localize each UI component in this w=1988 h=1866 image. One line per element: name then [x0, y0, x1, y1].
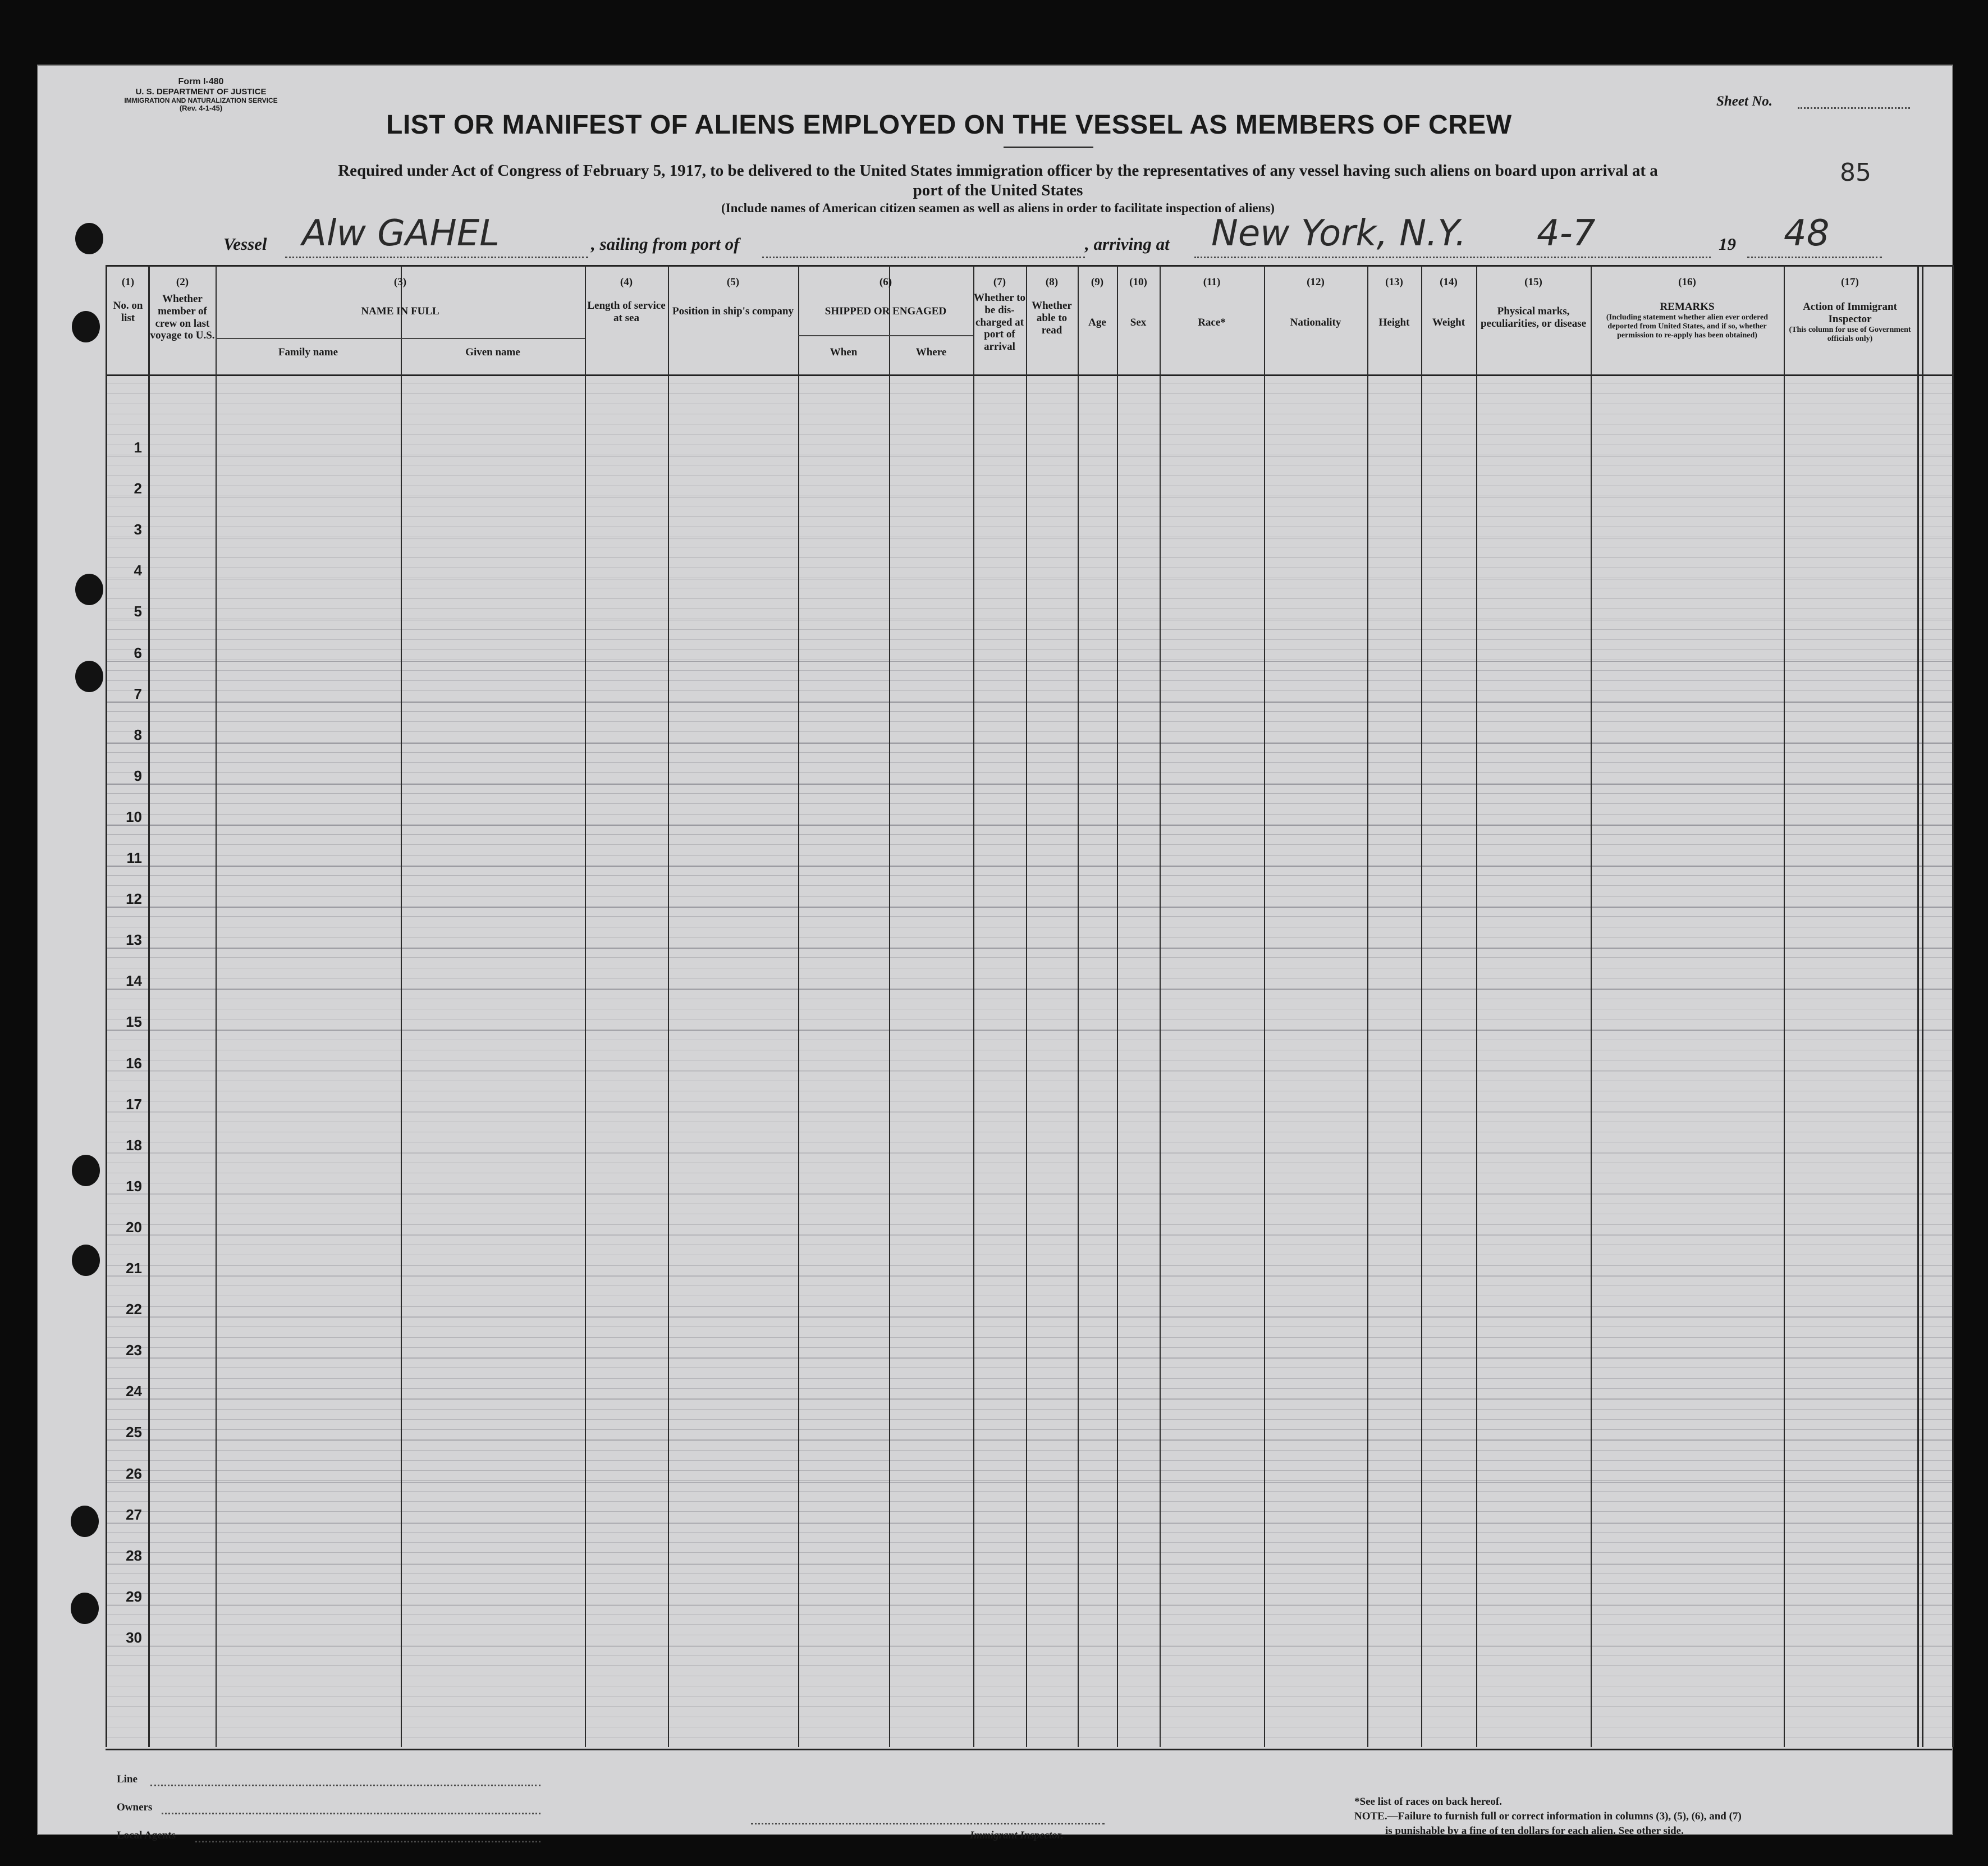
column-line: [1476, 265, 1477, 1747]
page-title: LIST OR MANIFEST OF ALIENS EMPLOYED ON THE VESSEL AS MEMBERS OF CREW: [386, 110, 1512, 140]
col1-number: (1): [121, 276, 135, 288]
col4-number: (4): [620, 276, 633, 288]
col6-number: (6): [879, 276, 892, 288]
ruled-line: [106, 711, 1952, 712]
col12-header: [1264, 276, 1367, 329]
column-line: [216, 265, 217, 1747]
punch-hole: [72, 1245, 100, 1276]
ruled-line: [106, 1234, 1952, 1235]
ruled-line: [106, 906, 1952, 907]
ruled-line: [106, 1306, 1952, 1307]
row-number: 13: [126, 931, 142, 948]
row-separator: [106, 907, 1952, 908]
ruled-line: [106, 598, 1952, 599]
row-separator: [106, 825, 1952, 826]
ruled-line: [106, 875, 1952, 876]
col2-header: [149, 276, 216, 342]
col10-label: Sex: [1130, 316, 1147, 328]
col17-note: (This column for use of Government officials only): [1789, 325, 1911, 343]
year-label: 19: [1719, 234, 1736, 254]
row-number: 27: [126, 1506, 142, 1523]
column-line: [148, 265, 150, 1747]
ruled-line: [106, 855, 1952, 856]
column-line: [1591, 265, 1592, 1747]
ruled-line: [106, 834, 1952, 835]
col5-number: (5): [726, 276, 740, 288]
ruled-line: [106, 803, 1952, 804]
row-number: 23: [126, 1342, 142, 1359]
row-number: 15: [126, 1013, 142, 1030]
col17-label: Action of Immigrant Inspector: [1803, 300, 1897, 325]
col3-label: NAME IN FULL: [361, 305, 439, 317]
ruled-line: [106, 1265, 1952, 1266]
ruled-line: [106, 1316, 1952, 1317]
row-number: 28: [126, 1547, 142, 1564]
col16-label: REMARKS: [1660, 300, 1715, 313]
ruled-line: [106, 393, 1952, 394]
col4-header: [585, 276, 668, 324]
row-separator: [106, 743, 1952, 744]
shipped-where-header: Where: [915, 346, 947, 358]
column-line: [106, 265, 107, 1747]
owners-label: Owners: [117, 1801, 153, 1813]
row-number: 4: [134, 562, 142, 579]
row-number: 12: [126, 890, 142, 907]
column-line: [1421, 265, 1422, 1747]
ruled-line: [106, 1665, 1952, 1666]
column-line: [798, 265, 799, 1747]
ruled-line: [106, 885, 1952, 886]
column-line: [1952, 265, 1954, 1747]
ruled-line: [106, 1552, 1952, 1553]
col16-header: [1591, 276, 1784, 340]
col1-header: [108, 276, 148, 324]
subtitle: [128, 161, 1868, 216]
col11-number: (11): [1203, 276, 1221, 288]
row-number: 16: [126, 1055, 142, 1072]
col15-header: [1476, 276, 1591, 330]
column-line: [1078, 265, 1079, 1747]
column-line: [973, 265, 974, 1747]
row-separator: [106, 1523, 1952, 1524]
col5-header: [668, 276, 798, 318]
col14-header: [1421, 276, 1476, 329]
col6-label: SHIPPED OR ENGAGED: [824, 305, 947, 317]
manifest-table: [106, 265, 1952, 1750]
ruled-line: [106, 1470, 1952, 1471]
row-number: 21: [126, 1260, 142, 1277]
row-number: 2: [134, 480, 142, 497]
ruled-line: [106, 557, 1952, 558]
arrival-date-handwritten: 4-7: [1537, 213, 1596, 254]
ruled-line: [106, 772, 1952, 773]
punch-hole: [71, 1593, 99, 1624]
col7-number: (7): [993, 276, 1006, 288]
ruled-line: [106, 1706, 1952, 1707]
col8-header: [1026, 276, 1078, 336]
ruled-line: [106, 824, 1952, 825]
ruled-line: [106, 1070, 1952, 1071]
local-agents-field[interactable]: [195, 1841, 540, 1842]
ruled-line: [106, 1347, 1952, 1348]
ruled-line: [106, 793, 1952, 794]
ruled-line: [106, 896, 1952, 897]
ruled-line: [106, 1593, 1952, 1594]
column-line: [1160, 265, 1161, 1747]
punch-hole: [71, 1506, 99, 1537]
ruled-line: [106, 947, 1952, 948]
col10-number: (10): [1129, 276, 1147, 288]
ruled-line: [106, 731, 1952, 732]
col15-label: Physical marks, peculiarities, or disease: [1480, 305, 1587, 330]
ruled-line: [106, 1275, 1952, 1276]
column-line: [1026, 265, 1027, 1747]
col15-number: (15): [1524, 276, 1542, 288]
row-separator: [106, 661, 1952, 662]
family-name-header: Family name: [278, 346, 338, 358]
ruled-line: [106, 690, 1952, 691]
ruled-line: [106, 742, 1952, 743]
ruled-line: [106, 1398, 1952, 1399]
col14-number: (14): [1440, 276, 1458, 288]
col7-header: [973, 276, 1026, 353]
row-number: 18: [126, 1137, 142, 1154]
ruled-line: [106, 783, 1952, 784]
row-number: 10: [126, 808, 142, 825]
row-number: 6: [134, 644, 142, 661]
ruled-line: [106, 1357, 1952, 1358]
sheet-number-label: Sheet No.: [1716, 94, 1772, 109]
column-line: [1922, 265, 1923, 1747]
ruled-line: [106, 865, 1952, 866]
col16-note: (Including statement whether alien ever ordered deported from United States, and if so, whether permission to re-apply has been obtained): [1606, 313, 1769, 340]
ruled-line: [106, 814, 1952, 815]
col6-header: [798, 276, 973, 318]
local-agents-label: Local Agents: [117, 1830, 176, 1841]
col5-label: Position in ship's company: [672, 305, 794, 317]
owners-field[interactable]: [162, 1813, 540, 1814]
ruled-line: [106, 701, 1952, 702]
col17-number: (17): [1841, 276, 1859, 288]
page-number: 85: [1840, 158, 1871, 187]
row-separator: [106, 1564, 1952, 1565]
row-number: 30: [126, 1629, 142, 1646]
ruled-line: [106, 670, 1952, 671]
header-divider: [106, 374, 1952, 376]
row-number: 26: [126, 1465, 142, 1482]
vessel-name-handwritten: Alw GAHEL: [302, 213, 500, 254]
sheet-number-field[interactable]: [1798, 107, 1910, 109]
ruled-line: [106, 762, 1952, 763]
row-separator: [106, 1440, 1952, 1441]
ruled-line: [106, 1583, 1952, 1584]
ruled-line: [106, 1378, 1952, 1379]
penalty-note-line-2: is punishable by a fine of ten dollars for each alien. See other side.: [1385, 1825, 1684, 1837]
ruled-line: [106, 1388, 1952, 1389]
form-identification: [106, 77, 296, 113]
ruled-line: [106, 629, 1952, 630]
ruled-line: [106, 1429, 1952, 1430]
penalty-note-line-1: NOTE.—Failure to furnish full or correct information in columns (3), (5), (6), and (7): [1354, 1810, 1742, 1822]
ruled-line: [106, 1501, 1952, 1502]
row-number: 17: [126, 1096, 142, 1113]
ruled-line: [106, 752, 1952, 753]
subtitle-line-1: Required under Act of Congress of February 5, 1917, to be delivered to the United States immigration officer by the representatives of any vessel having such aliens on board upon arrival at a: [338, 162, 1658, 180]
arriving-at-label: , arriving at: [1085, 234, 1170, 254]
ruled-line: [106, 639, 1952, 640]
col14-label: Weight: [1432, 316, 1465, 328]
col9-number: (9): [1091, 276, 1104, 288]
col3-number: (3): [393, 276, 407, 288]
ruled-line: [106, 1224, 1952, 1225]
subtitle-line-2: port of the United States: [913, 181, 1083, 199]
row-number: 11: [126, 849, 142, 866]
row-separator: [106, 948, 1952, 949]
col16-number: (16): [1678, 276, 1696, 288]
col7-label: Whether to be dis-charged at port of arrival: [974, 291, 1025, 353]
ruled-line: [106, 1542, 1952, 1543]
column-line: [668, 265, 669, 1747]
row-separator: [106, 1482, 1952, 1483]
ruled-line: [106, 1029, 1952, 1030]
column-line: [1117, 265, 1118, 1747]
column-line: [585, 265, 586, 1747]
inspector-signature-field[interactable]: [751, 1823, 1105, 1824]
form-number: Form I-480: [178, 77, 224, 86]
row-number: 22: [126, 1301, 142, 1318]
arriving-port-handwritten: New York, N.Y.: [1211, 213, 1467, 254]
year-handwritten: 48: [1784, 213, 1830, 254]
column-line: [1264, 265, 1265, 1747]
col11-header: [1160, 276, 1264, 329]
row-separator: [106, 1605, 1952, 1606]
manifest-sheet: [37, 65, 1953, 1841]
year-field[interactable]: [1747, 257, 1882, 258]
row-number: 29: [126, 1588, 142, 1605]
shipped-when-header: When: [830, 346, 858, 358]
subtitle-note: (Include names of American citizen seamen as well as aliens in order to facilitate inspection of aliens): [721, 200, 1275, 215]
punch-hole: [75, 574, 103, 605]
ruled-line: [106, 1439, 1952, 1440]
row-separator: [106, 1030, 1952, 1031]
title-rule: [1004, 147, 1093, 148]
row-separator: [106, 989, 1952, 990]
ruled-line: [106, 1511, 1952, 1512]
form-revision: (Rev. 4-1-45): [179, 104, 223, 113]
service-name: IMMIGRATION AND NATURALIZATION SERVICE: [124, 96, 278, 104]
ruled-line: [106, 516, 1952, 517]
col9-header: [1078, 276, 1117, 329]
ruled-line: [106, 1460, 1952, 1461]
row-number: 9: [134, 767, 142, 784]
row-number: 14: [126, 972, 142, 989]
ruled-line: [106, 721, 1952, 722]
col13-label: Height: [1378, 316, 1410, 328]
sailing-from-field[interactable]: [762, 257, 1085, 258]
column-line: [401, 265, 402, 1747]
ruled-line: [106, 1152, 1952, 1153]
row-number: 5: [134, 603, 142, 620]
col12-number: (12): [1307, 276, 1325, 288]
line-field[interactable]: [150, 1785, 540, 1786]
col8-number: (8): [1045, 276, 1059, 288]
column-line: [1367, 265, 1368, 1747]
col1-label: No. on list: [113, 299, 143, 324]
punch-hole: [72, 311, 100, 342]
column-line: [1917, 265, 1919, 1747]
col11-label: Race*: [1198, 316, 1226, 328]
ruled-line: [106, 988, 1952, 989]
col4-label: Length of service at sea: [587, 299, 666, 324]
arriving-at-field[interactable]: [1194, 257, 1711, 258]
ruled-line: [106, 1193, 1952, 1194]
row-separator: [106, 866, 1952, 867]
col13-number: (13): [1385, 276, 1403, 288]
row-number: 3: [134, 521, 142, 538]
row-separator: [106, 784, 1952, 785]
col3-subdivider: [216, 338, 585, 339]
races-note: *See list of races on back hereof.: [1354, 1796, 1502, 1808]
row-number: 7: [134, 685, 142, 702]
row-number: 8: [134, 726, 142, 743]
vessel-label: Vessel: [223, 234, 267, 254]
ruled-line: [106, 844, 1952, 845]
given-name-header: Given name: [465, 346, 520, 358]
ruled-line: [106, 1409, 1952, 1410]
ruled-line: [106, 1573, 1952, 1574]
immigrant-inspector-label: Immigrant Inspector.: [970, 1830, 1064, 1841]
punch-hole: [72, 1155, 100, 1186]
row-number: 19: [126, 1178, 142, 1195]
col17-header: [1784, 276, 1916, 344]
row-number: 24: [126, 1383, 142, 1400]
row-separator: [106, 1646, 1952, 1647]
sailing-from-label: , sailing from port of: [591, 234, 740, 254]
col8-label: Whether able to read: [1032, 299, 1072, 336]
col10-header: [1117, 276, 1160, 329]
row-separator: [106, 702, 1952, 703]
ruled-line: [106, 434, 1952, 435]
ruled-line: [106, 916, 1952, 917]
punch-hole: [75, 223, 103, 254]
col2-label: Whether member of crew on last voyage to U.S.: [150, 292, 215, 342]
column-line: [889, 265, 890, 1747]
col9-label: Age: [1088, 316, 1106, 328]
ruled-line: [106, 1450, 1952, 1451]
col12-label: Nationality: [1290, 316, 1341, 328]
ruled-line: [106, 1419, 1952, 1420]
col3-header: [216, 276, 585, 318]
ruled-line: [106, 957, 1952, 958]
ruled-line: [106, 1532, 1952, 1533]
ruled-line: [106, 1337, 1952, 1338]
vessel-field[interactable]: [285, 257, 588, 258]
line-label: Line: [117, 1773, 138, 1785]
column-line: [1784, 265, 1785, 1747]
ruled-line: [106, 1491, 1952, 1492]
row-number: 25: [126, 1424, 142, 1440]
ruled-line: [106, 680, 1952, 681]
row-number: 20: [126, 1219, 142, 1236]
ruled-line: [106, 1624, 1952, 1625]
punch-hole: [75, 661, 103, 692]
ruled-line: [106, 1480, 1952, 1481]
department-name: U. S. DEPARTMENT OF JUSTICE: [135, 87, 267, 97]
col13-header: [1367, 276, 1421, 329]
col2-number: (2): [176, 276, 189, 288]
ruled-line: [106, 1614, 1952, 1615]
col6-subdivider: [798, 335, 973, 336]
row-number: 1: [134, 439, 142, 456]
